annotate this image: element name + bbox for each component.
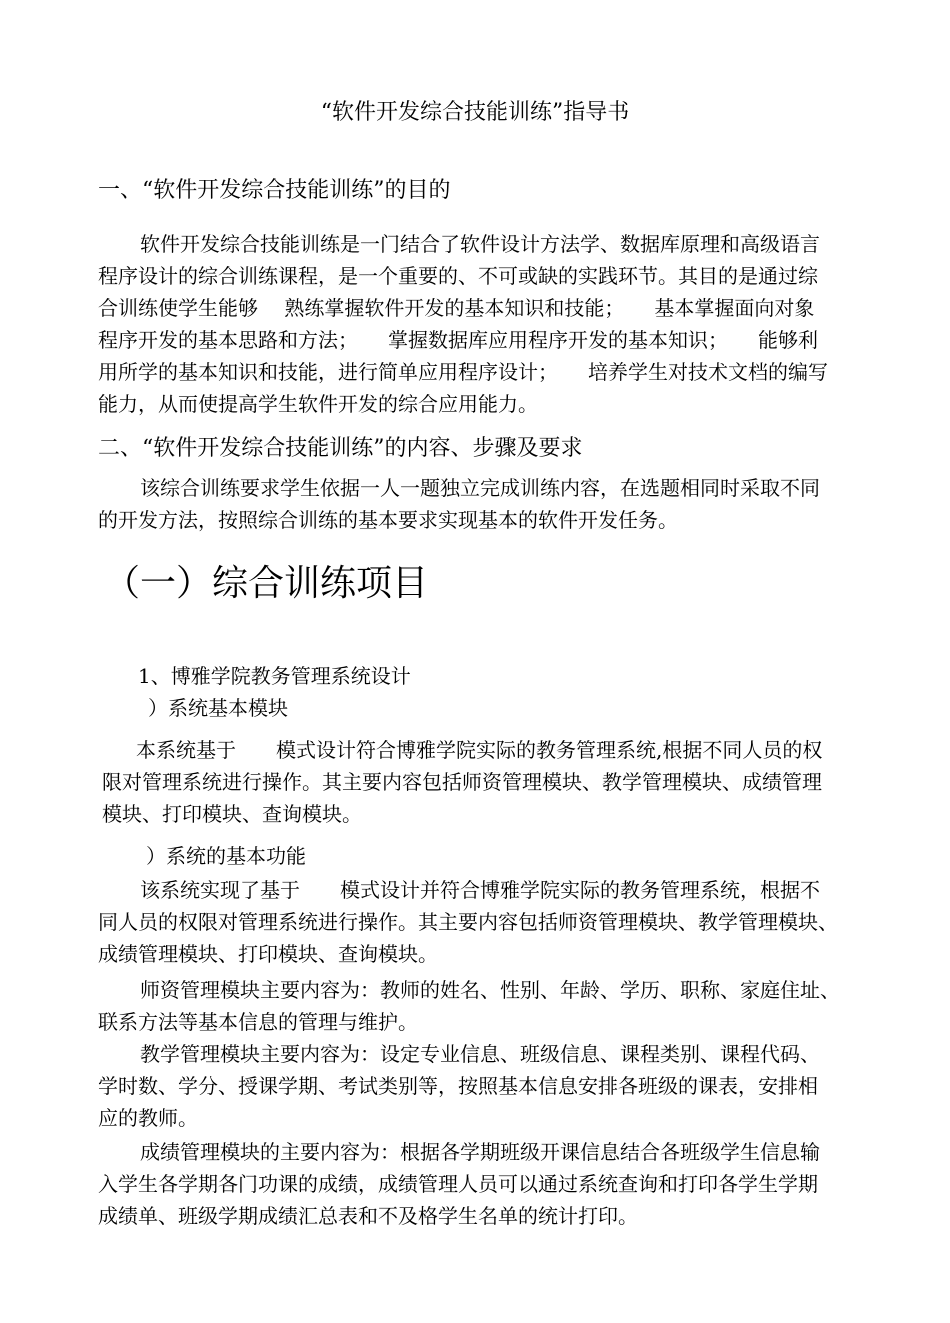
part2-line-2: 同人员的权限对管理系统进行操作。其主要内容包括师资管理模块、教学管理模块、 xyxy=(98,910,838,934)
part2-line-6: 教学管理模块主要内容为：设定专业信息、班级信息、课程类别、课程代码、 xyxy=(140,1042,820,1066)
part1-line-2: 限对管理系统进行操作。其主要内容包括师资管理模块、教学管理模块、成绩管理 xyxy=(102,770,822,794)
section1-line-6: 能力，从而使提高学生软件开发的综合应用能力。 xyxy=(98,392,538,416)
part2-line-3: 成绩管理模块、打印模块、查询模块。 xyxy=(98,942,438,966)
section2-line-1: 该综合训练要求学生依据一人一题独立完成训练内容，在选题相同时采取不同 xyxy=(140,476,820,500)
part2-line-10: 入学生各学期各门功课的成绩，成绩管理人员可以通过系统查询和打印各学生学期 xyxy=(98,1172,818,1196)
part2-line-7: 学时数、学分、授课学期、考试类别等，按照基本信息安排各班级的课表，安排相 xyxy=(98,1074,818,1098)
section2-line-2: 的开发方法，按照综合训练的基本要求实现基本的软件开发任务。 xyxy=(98,508,678,532)
project-title: 1、博雅学院教务管理系统设计 xyxy=(138,664,411,688)
part1-line-1: 本系统基于 模式设计符合博雅学院实际的教务管理系统,根据不同人员的权 xyxy=(136,738,823,762)
part2-line-9: 成绩管理模块的主要内容为：根据各学期班级开课信息结合各班级学生信息输 xyxy=(140,1140,820,1164)
part2-line-11: 成绩单、班级学期成绩汇总表和不及格学生名单的统计打印。 xyxy=(98,1204,638,1228)
part1-line-3: 模块、打印模块、查询模块。 xyxy=(102,802,362,826)
part2-line-1: 该系统实现了基于 模式设计并符合博雅学院实际的教务管理系统，根据不 xyxy=(140,878,820,902)
part2-line-4: 师资管理模块主要内容为：教师的姓名、性别、年龄、学历、职称、家庭住址、 xyxy=(140,978,840,1002)
section1-line-3: 合训练使学生能够 熟练掌握软件开发的基本知识和技能； 基本掌握面向对象 xyxy=(98,296,815,320)
section2-heading: 二、“软件开发综合技能训练”的内容、步骤及要求 xyxy=(98,436,583,461)
section1-heading: 一、“软件开发综合技能训练”的目的 xyxy=(98,178,451,203)
section1-line-5: 用所学的基本知识和技能，进行简单应用程序设计； 培养学生对技术文档的编写 xyxy=(98,360,828,384)
section1-line-1: 软件开发综合技能训练是一门结合了软件设计方法学、数据库原理和高级语言 xyxy=(140,232,820,256)
part2-label: ）系统的基本功能 xyxy=(146,844,306,868)
subsection-heading: （一）综合训练项目 xyxy=(104,563,429,604)
part2-line-5: 联系方法等基本信息的管理与维护。 xyxy=(98,1010,418,1034)
section1-line-4: 程序开发的基本思路和方法； 掌握数据库应用程序开发的基本知识； 能够利 xyxy=(98,328,818,352)
document-title: “软件开发综合技能训练”指导书 xyxy=(320,100,630,125)
section1-line-2: 程序设计的综合训练课程，是一个重要的、不可或缺的实践环节。其目的是通过综 xyxy=(98,264,818,288)
part1-label: ）系统基本模块 xyxy=(148,696,288,720)
part2-line-8: 应的教师。 xyxy=(98,1106,198,1130)
